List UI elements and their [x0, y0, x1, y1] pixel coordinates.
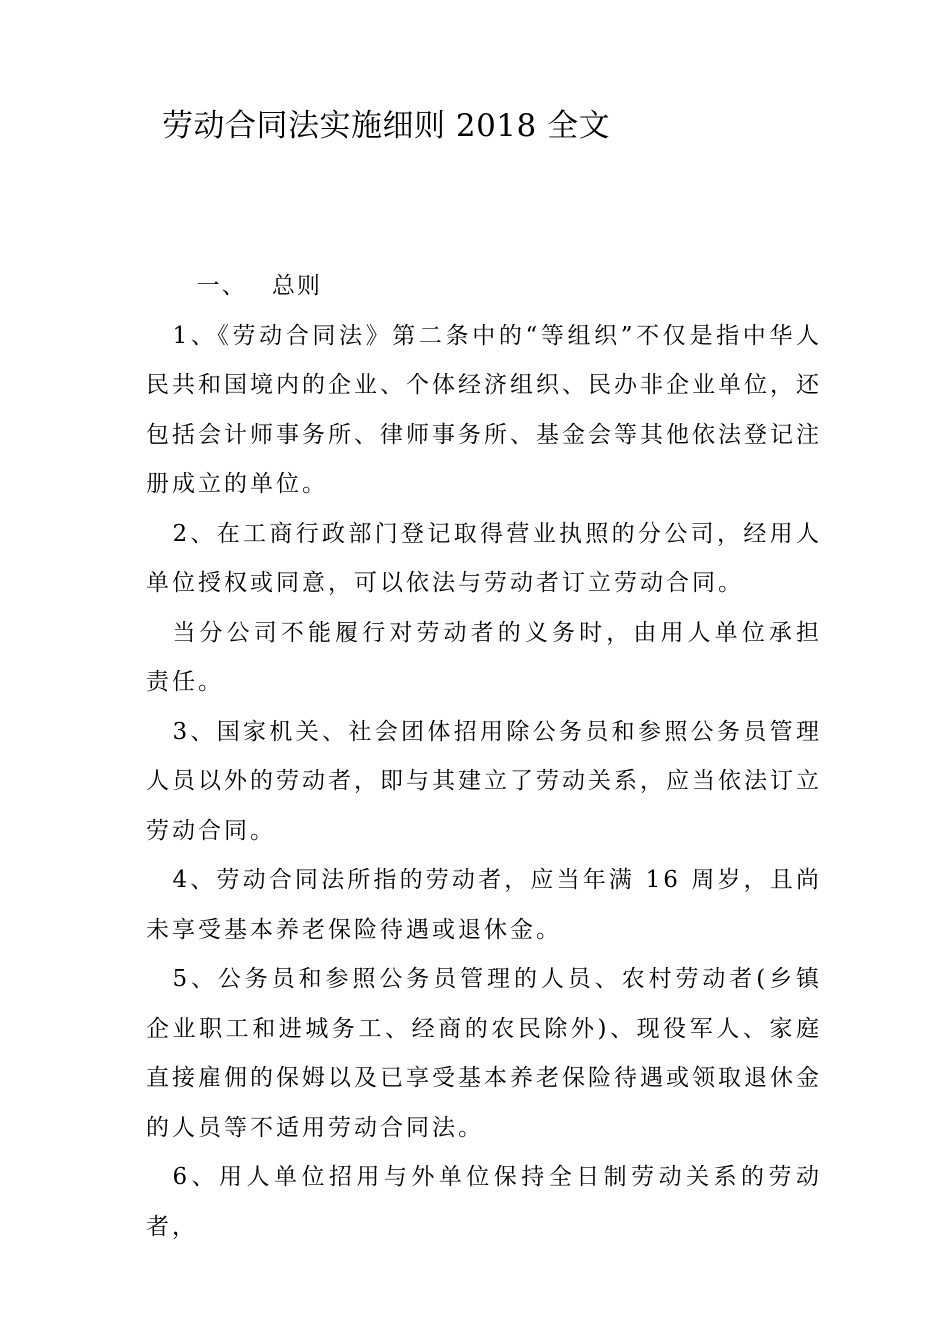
section-number: 一、	[196, 273, 247, 299]
paragraph-5: 4、劳动合同法所指的劳动者，应当年满 16 周岁，且尚未享受基本养老保险待遇或退休金。	[146, 867, 822, 943]
paragraph-3: 当分公司不能履行对劳动者的义务时，由用人单位承担责任。	[146, 619, 822, 695]
paragraph-7: 6、用人单位招用与外单位保持全日制劳动关系的劳动者，	[146, 1164, 822, 1240]
document-body	[146, 262, 822, 1252]
paragraph-2: 2、在工商行政部门登记取得营业执照的分公司，经用人单位授权或同意，可以依法与劳动者订立劳动合同。	[146, 520, 822, 596]
paragraph-6: 5、公务员和参照公务员管理的人员、农村劳动者(乡镇企业职工和进城务工、经商的农民除外)、现役军人、家庭直接雇佣的保姆以及已享受基本养老保险待遇或领取退休金的人员等不适用劳动合同法。	[146, 966, 822, 1141]
document-title: 劳动合同法实施细则 2018 全文	[162, 108, 611, 144]
paragraph-1: 1、《劳动合同法》第二条中的“等组织”不仅是指中华人民共和国境内的企业、个体经济组织、民办非企业单位，还包括会计师事务所、律师事务所、基金会等其他依法登记注册成立的单位。	[146, 322, 822, 497]
paragraph-4: 3、国家机关、社会团体招用除公务员和参照公务员管理人员以外的劳动者，即与其建立了劳动关系，应当依法订立劳动合同。	[146, 718, 822, 844]
section-label: 总则	[271, 273, 322, 299]
section-heading	[146, 262, 822, 312]
